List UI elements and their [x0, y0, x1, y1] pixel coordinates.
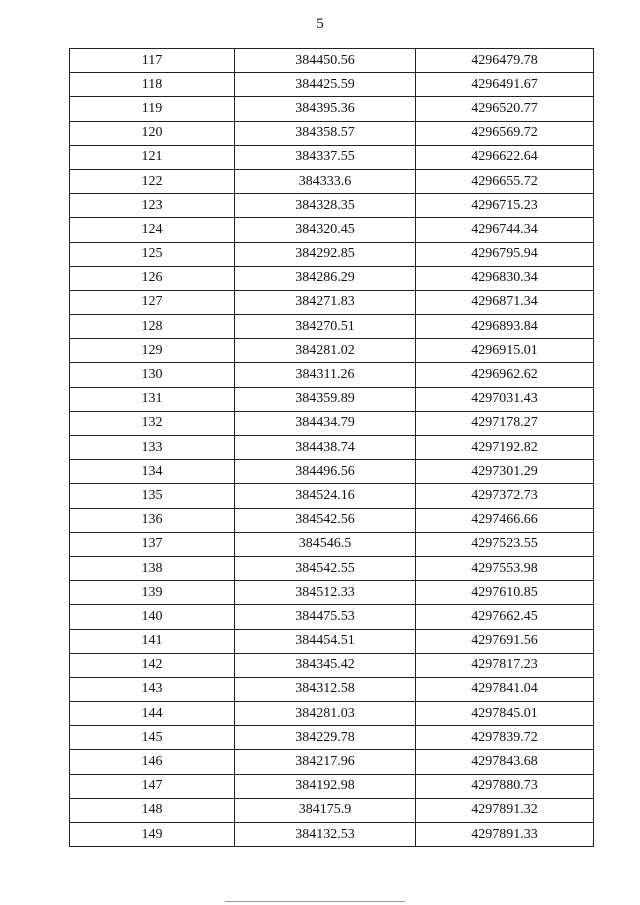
- table-row: [70, 774, 594, 798]
- table-row: [70, 798, 594, 822]
- point-number-cell: 141: [70, 629, 235, 653]
- y-coordinate-cell: 4296715.23: [416, 194, 594, 218]
- x-coordinate-cell: 384192.98: [235, 774, 416, 798]
- point-number-cell: 130: [70, 363, 235, 387]
- point-number-cell: 123: [70, 194, 235, 218]
- point-number-cell: 125: [70, 242, 235, 266]
- y-coordinate-cell: 4297662.45: [416, 605, 594, 629]
- table-row: [70, 315, 594, 339]
- y-coordinate-cell: 4296915.01: [416, 339, 594, 363]
- point-number-cell: 131: [70, 387, 235, 411]
- x-coordinate-cell: 384281.02: [235, 339, 416, 363]
- y-coordinate-cell: 4297610.85: [416, 581, 594, 605]
- point-number-cell: 139: [70, 581, 235, 605]
- x-coordinate-cell: 384333.6: [235, 169, 416, 193]
- y-coordinate-cell: 4297841.04: [416, 677, 594, 701]
- y-coordinate-cell: 4297178.27: [416, 411, 594, 435]
- point-number-cell: 135: [70, 484, 235, 508]
- point-number-cell: 117: [70, 49, 235, 73]
- y-coordinate-cell: 4297880.73: [416, 774, 594, 798]
- point-number-cell: 146: [70, 750, 235, 774]
- point-number-cell: 120: [70, 121, 235, 145]
- x-coordinate-cell: 384217.96: [235, 750, 416, 774]
- y-coordinate-cell: 4296655.72: [416, 169, 594, 193]
- point-number-cell: 119: [70, 97, 235, 121]
- x-coordinate-cell: 384271.83: [235, 290, 416, 314]
- y-coordinate-cell: 4297031.43: [416, 387, 594, 411]
- x-coordinate-cell: 384438.74: [235, 436, 416, 460]
- table-row: [70, 508, 594, 532]
- point-number-cell: 129: [70, 339, 235, 363]
- x-coordinate-cell: 384546.5: [235, 532, 416, 556]
- x-coordinate-cell: 384542.55: [235, 556, 416, 580]
- table-row: [70, 266, 594, 290]
- point-number-cell: 140: [70, 605, 235, 629]
- x-coordinate-cell: 384229.78: [235, 726, 416, 750]
- point-number-cell: 124: [70, 218, 235, 242]
- y-coordinate-cell: 4297845.01: [416, 702, 594, 726]
- table-row: [70, 677, 594, 701]
- table-row: [70, 629, 594, 653]
- coordinates-table-body: [70, 49, 594, 847]
- x-coordinate-cell: 384454.51: [235, 629, 416, 653]
- page-number: 5: [316, 16, 324, 32]
- table-row: [70, 73, 594, 97]
- y-coordinate-cell: 4297301.29: [416, 460, 594, 484]
- table-row: [70, 653, 594, 677]
- table-row: [70, 97, 594, 121]
- x-coordinate-cell: 384345.42: [235, 653, 416, 677]
- table-row: [70, 460, 594, 484]
- y-coordinate-cell: 4297523.55: [416, 532, 594, 556]
- y-coordinate-cell: 4296744.34: [416, 218, 594, 242]
- point-number-cell: 126: [70, 266, 235, 290]
- table-row: [70, 750, 594, 774]
- table-row: [70, 242, 594, 266]
- y-coordinate-cell: 4296830.34: [416, 266, 594, 290]
- table-row: [70, 121, 594, 145]
- table-row: [70, 290, 594, 314]
- y-coordinate-cell: 4297891.33: [416, 823, 594, 847]
- y-coordinate-cell: 4297372.73: [416, 484, 594, 508]
- y-coordinate-cell: 4296795.94: [416, 242, 594, 266]
- y-coordinate-cell: 4297891.32: [416, 798, 594, 822]
- point-number-cell: 143: [70, 677, 235, 701]
- point-number-cell: 134: [70, 460, 235, 484]
- point-number-cell: 138: [70, 556, 235, 580]
- page-bottom-rule: [225, 901, 405, 902]
- table-row: [70, 387, 594, 411]
- y-coordinate-cell: 4296893.84: [416, 315, 594, 339]
- x-coordinate-cell: 384524.16: [235, 484, 416, 508]
- table-row: [70, 556, 594, 580]
- table-row: [70, 363, 594, 387]
- y-coordinate-cell: 4297691.56: [416, 629, 594, 653]
- table-row: [70, 49, 594, 73]
- x-coordinate-cell: 384496.56: [235, 460, 416, 484]
- table-row: [70, 169, 594, 193]
- point-number-cell: 142: [70, 653, 235, 677]
- point-number-cell: 122: [70, 169, 235, 193]
- x-coordinate-cell: 384311.26: [235, 363, 416, 387]
- y-coordinate-cell: 4297839.72: [416, 726, 594, 750]
- y-coordinate-cell: 4297843.68: [416, 750, 594, 774]
- y-coordinate-cell: 4296520.77: [416, 97, 594, 121]
- table-row: [70, 532, 594, 556]
- table-row: [70, 605, 594, 629]
- x-coordinate-cell: 384475.53: [235, 605, 416, 629]
- x-coordinate-cell: 384286.29: [235, 266, 416, 290]
- y-coordinate-cell: 4297817.23: [416, 653, 594, 677]
- y-coordinate-cell: 4296962.62: [416, 363, 594, 387]
- x-coordinate-cell: 384337.55: [235, 145, 416, 169]
- table-row: [70, 145, 594, 169]
- point-number-cell: 127: [70, 290, 235, 314]
- table-row: [70, 411, 594, 435]
- table-row: [70, 702, 594, 726]
- point-number-cell: 136: [70, 508, 235, 532]
- y-coordinate-cell: 4296622.64: [416, 145, 594, 169]
- table-row: [70, 726, 594, 750]
- table-row: [70, 484, 594, 508]
- table-row: [70, 581, 594, 605]
- x-coordinate-cell: 384542.56: [235, 508, 416, 532]
- x-coordinate-cell: 384328.35: [235, 194, 416, 218]
- table-row: [70, 823, 594, 847]
- x-coordinate-cell: 384512.33: [235, 581, 416, 605]
- y-coordinate-cell: 4296491.67: [416, 73, 594, 97]
- x-coordinate-cell: 384312.58: [235, 677, 416, 701]
- x-coordinate-cell: 384281.03: [235, 702, 416, 726]
- point-number-cell: 132: [70, 411, 235, 435]
- point-number-cell: 145: [70, 726, 235, 750]
- x-coordinate-cell: 384359.89: [235, 387, 416, 411]
- y-coordinate-cell: 4297553.98: [416, 556, 594, 580]
- x-coordinate-cell: 384270.51: [235, 315, 416, 339]
- y-coordinate-cell: 4297192.82: [416, 436, 594, 460]
- x-coordinate-cell: 384425.59: [235, 73, 416, 97]
- table-row: [70, 436, 594, 460]
- point-number-cell: 147: [70, 774, 235, 798]
- table-row: [70, 218, 594, 242]
- x-coordinate-cell: 384292.85: [235, 242, 416, 266]
- x-coordinate-cell: 384434.79: [235, 411, 416, 435]
- y-coordinate-cell: 4296871.34: [416, 290, 594, 314]
- x-coordinate-cell: 384175.9: [235, 798, 416, 822]
- x-coordinate-cell: 384450.56: [235, 49, 416, 73]
- y-coordinate-cell: 4297466.66: [416, 508, 594, 532]
- point-number-cell: 144: [70, 702, 235, 726]
- point-number-cell: 149: [70, 823, 235, 847]
- point-number-cell: 118: [70, 73, 235, 97]
- x-coordinate-cell: 384395.36: [235, 97, 416, 121]
- point-number-cell: 137: [70, 532, 235, 556]
- table-row: [70, 339, 594, 363]
- point-number-cell: 121: [70, 145, 235, 169]
- point-number-cell: 128: [70, 315, 235, 339]
- table-row: [70, 194, 594, 218]
- point-number-cell: 148: [70, 798, 235, 822]
- coordinates-table: [69, 48, 594, 847]
- y-coordinate-cell: 4296479.78: [416, 49, 594, 73]
- x-coordinate-cell: 384320.45: [235, 218, 416, 242]
- x-coordinate-cell: 384358.57: [235, 121, 416, 145]
- point-number-cell: 133: [70, 436, 235, 460]
- x-coordinate-cell: 384132.53: [235, 823, 416, 847]
- y-coordinate-cell: 4296569.72: [416, 121, 594, 145]
